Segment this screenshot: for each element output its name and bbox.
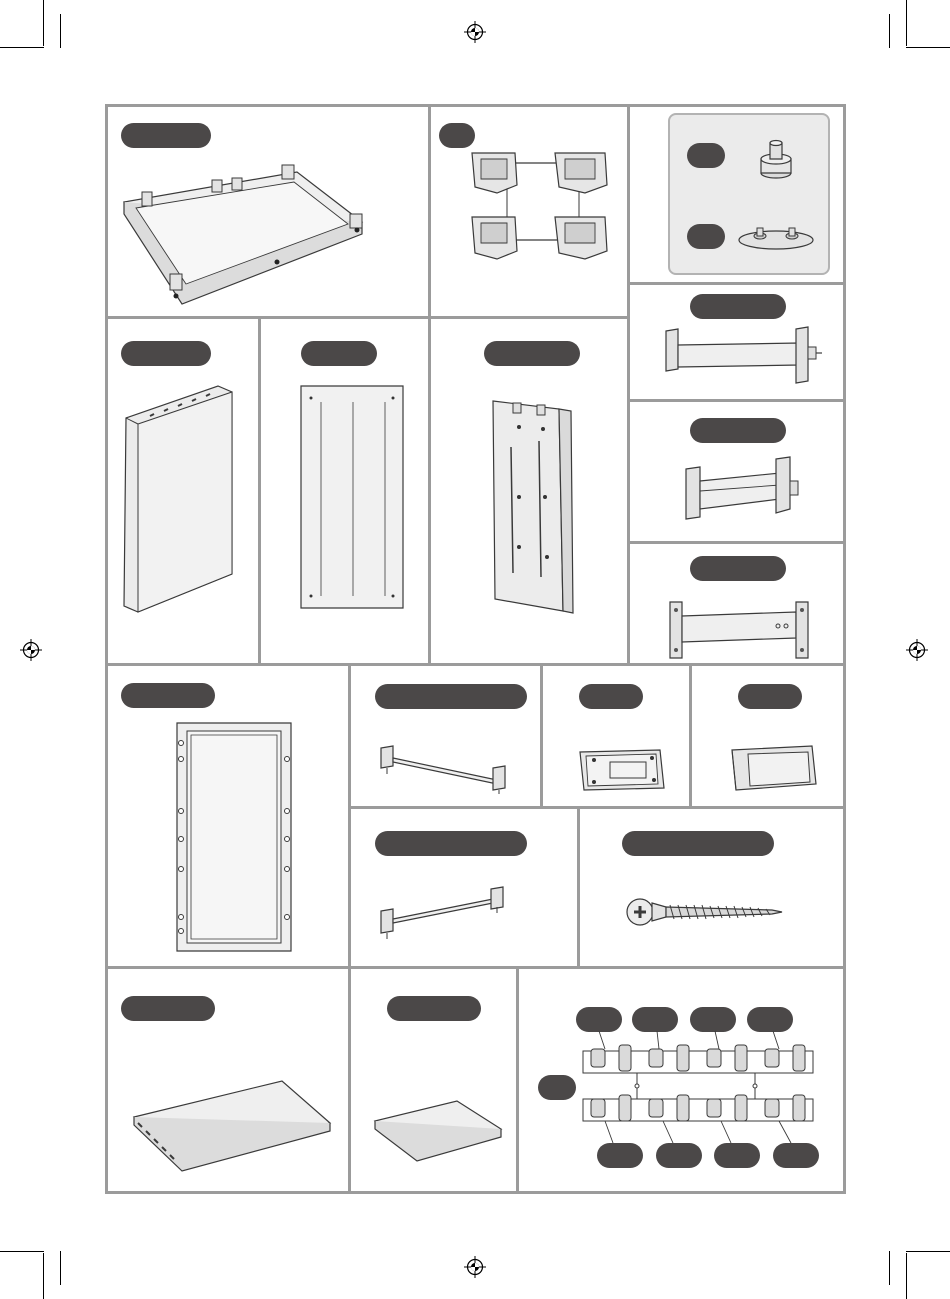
large-shelf-illustration	[130, 1079, 335, 1179]
part-label-pill	[538, 1075, 576, 1100]
part-label-pill	[121, 341, 211, 366]
crop-mark-icon	[0, 47, 44, 48]
part-cell-large-shelf	[105, 966, 351, 1194]
crop-mark-icon	[906, 1253, 907, 1299]
crop-mark-icon	[889, 1251, 890, 1285]
top-rail-illustration	[664, 325, 824, 387]
part-cell-small-shelf	[348, 966, 519, 1194]
part-cell-top-rail	[627, 282, 846, 402]
clip-label-pill	[714, 1143, 760, 1168]
part-label-pill	[687, 224, 725, 249]
clip-label-pill	[690, 1007, 736, 1032]
part-cell-feet	[627, 104, 846, 285]
part-cell-clip-sprue	[516, 966, 846, 1194]
crop-mark-icon	[60, 1251, 61, 1285]
part-cell-door-frame-panel	[428, 316, 630, 666]
clip-label-pill	[576, 1007, 622, 1032]
door-frame-panel-illustration	[489, 397, 579, 617]
part-cell-corner-connector-set	[428, 104, 630, 319]
part-label-pill	[622, 831, 774, 856]
flat-foot-plate-illustration	[736, 222, 816, 252]
round-foot-illustration	[756, 137, 796, 181]
side-panel-illustration	[120, 384, 235, 619]
part-label-pill	[375, 684, 527, 709]
part-cell-end-cap	[689, 663, 846, 809]
part-label-pill	[687, 143, 725, 168]
part-label-pill	[690, 418, 786, 443]
registration-mark-icon	[20, 639, 42, 661]
corner-connector-illustration	[467, 145, 617, 265]
part-label-pill	[301, 341, 377, 366]
clip-label-pill	[656, 1143, 702, 1168]
end-cap-illustration	[728, 744, 820, 794]
bottom-rail-illustration	[668, 600, 813, 662]
clip-label-pill	[597, 1143, 643, 1168]
crop-mark-icon	[889, 14, 890, 48]
small-shelf-illustration	[371, 1099, 506, 1165]
part-label-pill	[375, 831, 527, 856]
part-cell-base-tray	[105, 104, 431, 319]
base-tray-illustration	[122, 162, 372, 302]
crop-mark-icon	[60, 14, 61, 48]
part-label-pill	[121, 996, 215, 1021]
registration-mark-icon	[464, 21, 486, 43]
part-label-pill	[690, 294, 786, 319]
part-cell-wood-screw	[577, 806, 846, 969]
wall-bracket-illustration	[578, 748, 668, 794]
crop-mark-icon	[906, 47, 950, 48]
crop-mark-icon	[906, 1251, 950, 1252]
part-label-pill	[738, 684, 802, 709]
clip-label-pill	[773, 1143, 819, 1168]
part-cell-side-panel	[105, 316, 261, 666]
back-panel-illustration	[297, 384, 407, 612]
crop-mark-icon	[43, 1253, 44, 1299]
crop-mark-icon	[0, 1251, 44, 1252]
part-label-pill	[121, 123, 211, 148]
part-label-pill	[387, 996, 481, 1021]
part-cell-wall-bracket	[540, 663, 692, 809]
part-cell-hanging-rod-a	[348, 663, 543, 809]
wood-screw-illustration	[624, 895, 784, 929]
hanging-rod-a-illustration	[379, 744, 509, 794]
part-cell-back-panel	[258, 316, 431, 666]
registration-mark-icon	[906, 639, 928, 661]
crop-mark-icon	[43, 0, 44, 46]
part-label-pill	[121, 683, 215, 708]
crop-mark-icon	[906, 0, 907, 46]
registration-mark-icon	[464, 1256, 486, 1278]
part-label-pill	[579, 684, 643, 709]
clip-sprue-illustration	[579, 1033, 819, 1143]
part-cell-bottom-rail	[627, 541, 846, 666]
clip-label-pill	[632, 1007, 678, 1032]
part-cell-hanging-rod-b	[348, 806, 580, 969]
part-label-pill	[484, 341, 580, 366]
clip-label-pill	[747, 1007, 793, 1032]
part-cell-middle-rail	[627, 399, 846, 544]
part-label-pill	[690, 556, 786, 581]
door-panel-illustration	[175, 721, 295, 953]
middle-rail-illustration	[680, 457, 805, 527]
hanging-rod-b-illustration	[379, 887, 509, 939]
part-cell-door-panel	[105, 663, 351, 969]
